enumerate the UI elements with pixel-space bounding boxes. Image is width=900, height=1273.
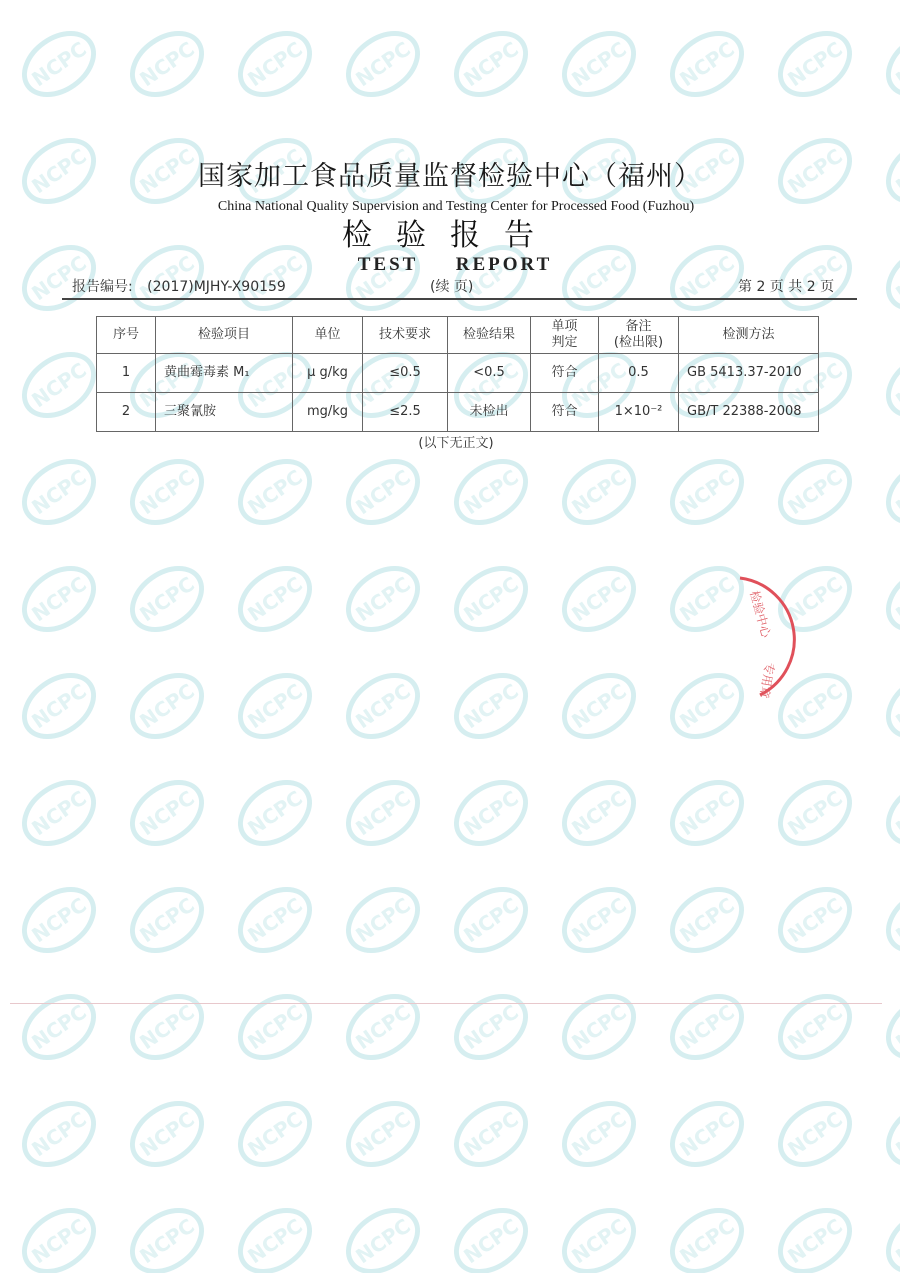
- cell: 1: [97, 354, 156, 393]
- scan-line: [10, 1003, 882, 1004]
- cell: GB 5413.37-2010: [679, 354, 819, 393]
- col-header: 单位: [293, 317, 363, 354]
- cell: 未检出: [448, 393, 531, 432]
- continued-label: (续 页): [430, 279, 474, 295]
- col-header: 备注 (检出限): [599, 317, 679, 354]
- col-header: 检验项目: [156, 317, 293, 354]
- cell: ≤2.5: [363, 393, 448, 432]
- header-divider: [62, 298, 857, 300]
- col-header: 单项 判定: [531, 317, 599, 354]
- report-number-label: 报告编号:: [72, 279, 133, 295]
- cell: 黄曲霉毒素 M₁: [156, 354, 293, 393]
- official-seal-stamp: [720, 570, 800, 705]
- cell: 符合: [531, 393, 599, 432]
- table-row: [97, 354, 819, 393]
- report-number-value: (2017)MJHY-X90159: [147, 279, 286, 295]
- table-header-row: [97, 317, 819, 354]
- col-header: 技术要求: [363, 317, 448, 354]
- cell: 2: [97, 393, 156, 432]
- org-title-en: China National Quality Supervision and Testing Center for Processed Food (Fuzhou): [217, 199, 695, 214]
- svg-text:专用章: 专用章: [756, 661, 777, 700]
- report-number: [72, 279, 286, 296]
- col-header: 检验结果: [448, 317, 531, 354]
- cell: 0.5: [599, 354, 679, 393]
- col-header: 检测方法: [679, 317, 819, 354]
- cell: 1×10⁻²: [599, 393, 679, 432]
- report-title-en: TEST REPORT: [357, 254, 553, 275]
- org-title-cn: 国家加工食品质量监督检验中心（福州）: [198, 161, 702, 192]
- col-header: 序号: [97, 317, 156, 354]
- table-row: [97, 393, 819, 432]
- end-of-text-note: (以下无正文): [418, 436, 494, 451]
- cell: mg/kg: [293, 393, 363, 432]
- cell: ≤0.5: [363, 354, 448, 393]
- svg-text:检验中心: 检验中心: [747, 589, 774, 640]
- cell: GB/T 22388-2008: [679, 393, 819, 432]
- cell: 三聚氰胺: [156, 393, 293, 432]
- cell: 符合: [531, 354, 599, 393]
- cell: <0.5: [448, 354, 531, 393]
- report-title-cn: 检验报告: [342, 218, 558, 253]
- page-info: 第 2 页 共 2 页: [738, 279, 835, 295]
- cell: μ g/kg: [293, 354, 363, 393]
- results-table: [96, 316, 819, 432]
